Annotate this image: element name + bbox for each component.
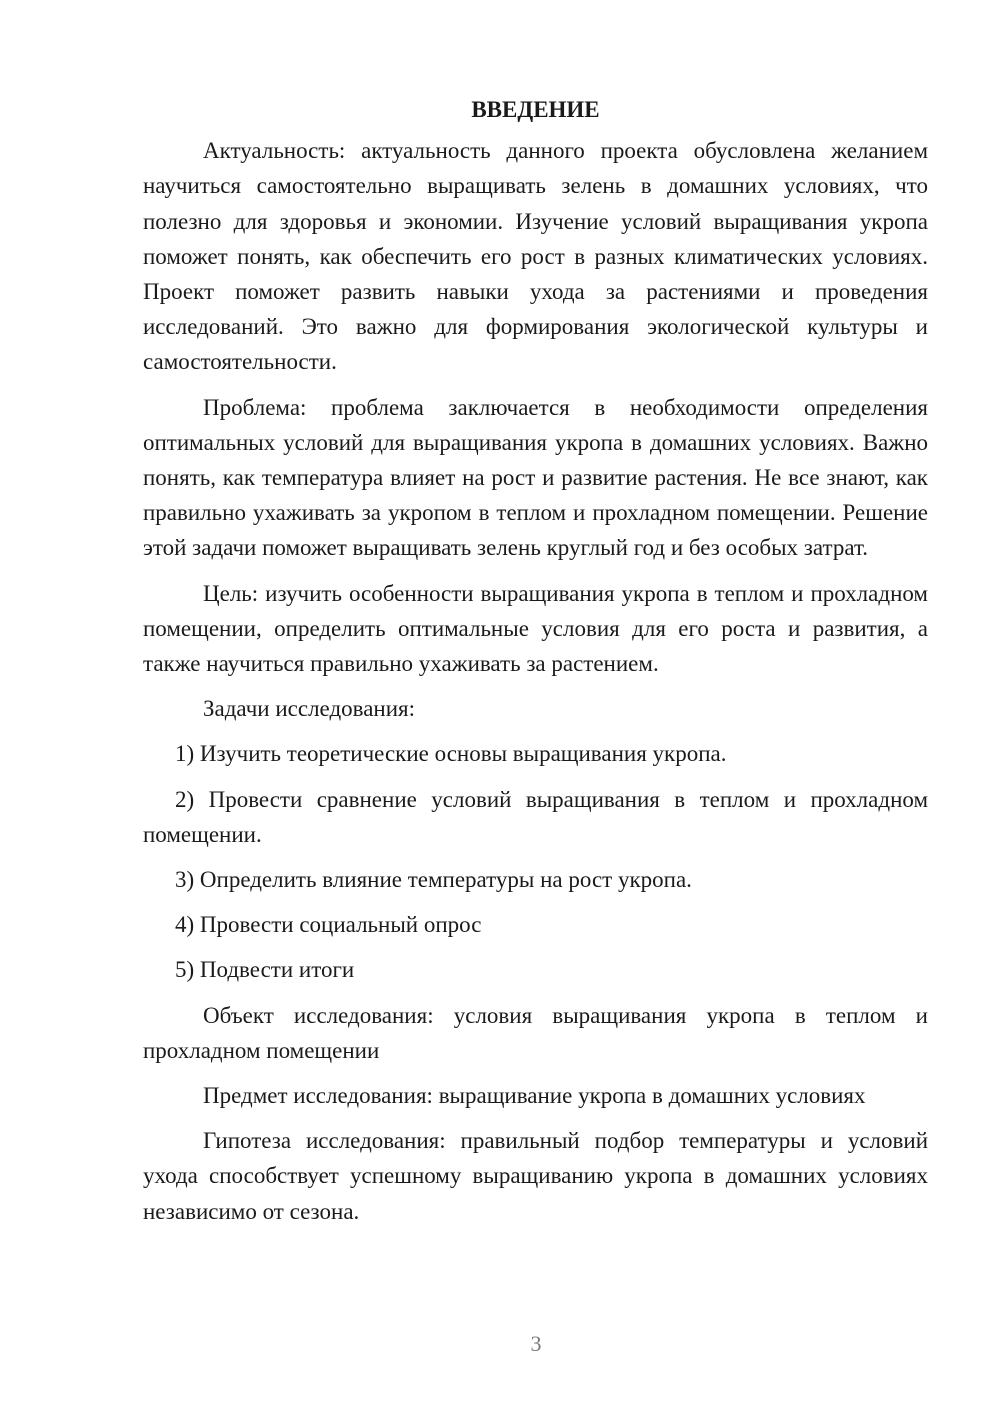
page-number: 3	[530, 1331, 542, 1356]
goal-paragraph: Цель: изучить особенности выращивания укропа в теплом и прохладном помещении, определить оптимальные условия для его роста и развития, а также научиться правильно ухаживать за растением.	[143, 580, 928, 677]
subject-paragraph: Предмет исследования: выращивание укропа в домашних условиях	[203, 1083, 866, 1109]
tasks-heading: Задачи исследования:	[203, 696, 416, 722]
tasks-list	[143, 736, 928, 987]
relevance-paragraph: Актуальность: актуальность данного проекта обусловлена желанием научиться самостоятельно выращивать зелень в домашних условиях, что полезно для здоровья и экономии. Изучение условий выращивания укропа поможет понять, как обеспечить его рост в разных климатических условиях. Проект поможет развить навыки ухода за растениями и проведения исследований. Это важно для формирования экологической культуры и самостоятельности.	[143, 138, 928, 375]
page-title: ВВЕДЕНИЕ	[471, 97, 600, 122]
list-item: 4) Провести социальный опрос	[175, 912, 482, 938]
hypothesis-paragraph: Гипотеза исследования: правильный подбор температуры и условий ухода способствует успешному выращиванию укропа в домашних условиях независимо от сезона.	[143, 1128, 928, 1224]
list-item: 1) Изучить теоретические основы выращивания укропа.	[175, 741, 727, 767]
page-content	[143, 92, 928, 1239]
list-item: 5) Подвести итоги	[175, 957, 355, 983]
object-paragraph: Объект исследования: условия выращивания укропа в теплом и прохладном помещении	[143, 1002, 928, 1063]
list-item: 3) Определить влияние температуры на рост укропа.	[175, 867, 692, 893]
list-item: 2) Провести сравнение условий выращивания в теплом и прохладном помещении.	[143, 786, 928, 847]
problem-paragraph: Проблема: проблема заключается в необходимости определения оптимальных условий для выращивания укропа в домашних условиях. Важно понять, как температура влияет на рост и развитие растения. Не все знают, как правильно ухаживать за укропом в теплом и прохладном помещении. Решение этой задачи поможет выращивать зелень круглый год и без особых затрат.	[143, 394, 928, 561]
